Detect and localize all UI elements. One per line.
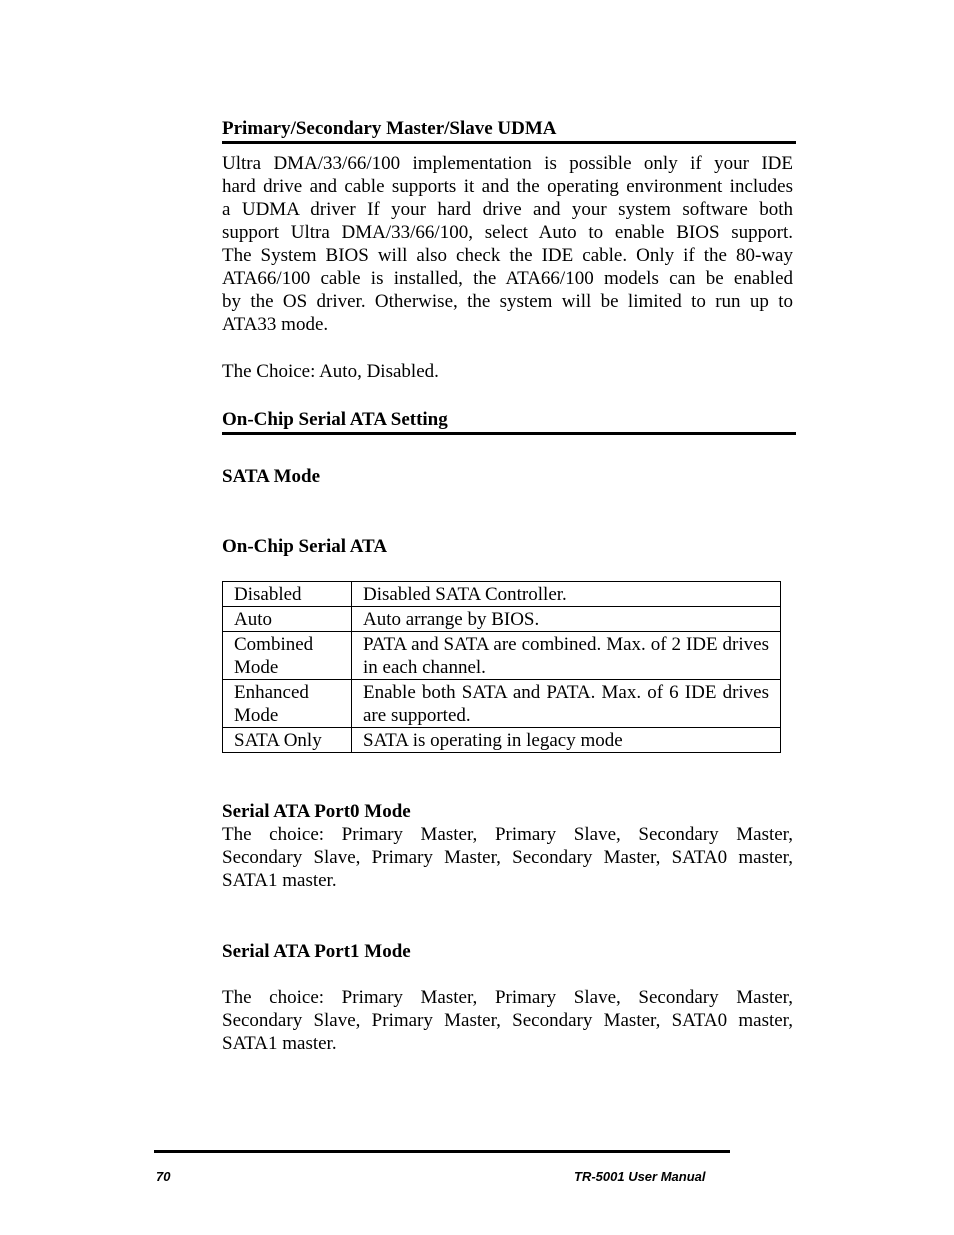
text-line: ATA66/100 cable is installed, the ATA66/100 models can be enabled	[222, 268, 793, 289]
table-row	[223, 680, 781, 728]
manual-title: TR-5001 User Manual	[574, 1169, 706, 1184]
text-line: The System BIOS will also check the IDE cable. Only if the 80-way	[222, 245, 793, 266]
option-description: PATA and SATA are combined. Max. of 2 IDE drives in each channel.	[352, 632, 781, 680]
text-line: Secondary Slave, Primary Master, Secondary Master, SATA0 master,	[222, 1010, 793, 1031]
footer-rule	[154, 1150, 730, 1153]
text-line: ATA33 mode.	[222, 314, 329, 335]
text-line: The choice: Primary Master, Primary Slave, Secondary Master,	[222, 987, 793, 1008]
text-line: Ultra DMA/33/66/100 implementation is possible only if your IDE	[222, 153, 793, 174]
table-row	[223, 728, 781, 753]
text-line: SATA1 master.	[222, 1033, 337, 1054]
port0-choices	[222, 823, 793, 892]
section-heading-onchip-serial-ata-setting: On-Chip Serial ATA Setting	[222, 408, 796, 435]
option-name: Enhanced Mode	[223, 680, 352, 728]
section-heading-udma: Primary/Secondary Master/Slave UDMA	[222, 117, 796, 144]
udma-choice: The Choice: Auto, Disabled.	[222, 361, 439, 382]
text-line: support Ultra DMA/33/66/100, select Auto to enable BIOS support.	[222, 222, 793, 243]
table-row	[223, 632, 781, 680]
subheading-sata-mode: SATA Mode	[222, 466, 320, 487]
text-line: SATA1 master.	[222, 870, 337, 891]
page-number: 70	[156, 1169, 171, 1184]
option-description: SATA is operating in legacy mode	[352, 728, 781, 753]
text-line: hard drive and cable supports it and the operating environment includes	[222, 176, 793, 197]
subheading-serial-ata-port0-mode: Serial ATA Port0 Mode	[222, 801, 411, 822]
option-description: Enable both SATA and PATA. Max. of 6 IDE drives are supported.	[352, 680, 781, 728]
text-line: The choice: Primary Master, Primary Slave, Secondary Master,	[222, 824, 793, 845]
text-line: a UDMA driver If your hard drive and your system software both	[222, 199, 793, 220]
udma-description	[222, 152, 793, 336]
text-line: by the OS driver. Otherwise, the system will be limited to run up to	[222, 291, 793, 312]
option-description: Auto arrange by BIOS.	[352, 607, 781, 632]
option-name: Combined Mode	[223, 632, 352, 680]
subheading-serial-ata-port1-mode: Serial ATA Port1 Mode	[222, 941, 411, 962]
subheading-onchip-serial-ata: On-Chip Serial ATA	[222, 536, 388, 557]
table-row	[223, 607, 781, 632]
text-line: Secondary Slave, Primary Master, Secondary Master, SATA0 master,	[222, 847, 793, 868]
table-row	[223, 582, 781, 607]
option-name: Auto	[223, 607, 352, 632]
onchip-serial-ata-options-table	[222, 581, 781, 753]
option-description: Disabled SATA Controller.	[352, 582, 781, 607]
port1-choices	[222, 986, 793, 1055]
option-name: Disabled	[223, 582, 352, 607]
option-name: SATA Only	[223, 728, 352, 753]
